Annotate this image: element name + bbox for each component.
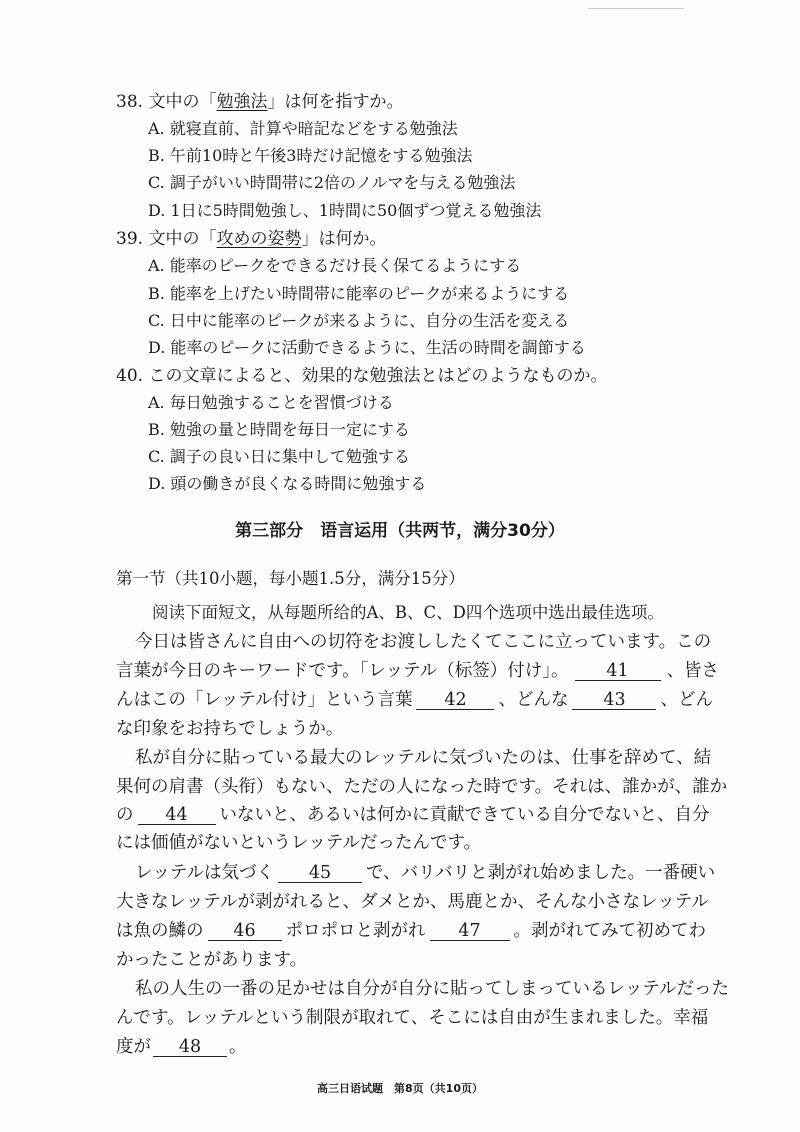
question-text: 」は何か。 xyxy=(301,229,387,249)
passage-text: 、どんな xyxy=(498,690,569,710)
blank-43: 43 xyxy=(572,691,656,710)
passage-text: いないと、あるいは何かに貢献できている自分でないと、自分 xyxy=(219,805,710,825)
passage-line xyxy=(116,1033,247,1058)
blank-45: 45 xyxy=(278,864,362,883)
question-39 xyxy=(116,229,386,249)
passage-line: 今日は皆さんに自由への切符をお渡ししたくてここに立っています。この xyxy=(135,632,712,652)
passage-line xyxy=(135,859,715,884)
question-text: 39. 文中の「 xyxy=(116,229,217,249)
option-38-a: A. 就寝直前、計算や暗記などをする勉強法 xyxy=(148,119,458,138)
option-40-b: B. 勉強の量と時間を毎日一定にする xyxy=(148,420,410,439)
passage-line: な印象をお持ちでしょうか。 xyxy=(116,719,344,739)
passage-text: ポロポロと剥がれ xyxy=(285,921,426,941)
blank-46: 46 xyxy=(208,922,282,941)
passage-line: 私が自分に貼っている最大のレッテルに気づいたのは、仕事を辞めて、結 xyxy=(135,748,712,768)
option-39-c: C. 日中に能率のピークが来るように、自分の生活を変える xyxy=(148,311,570,330)
question-40: 40. この文章によると、効果的な勉強法とはどのようなものか。 xyxy=(116,366,608,386)
passage-text: で、バリバリと剥がれ始めました。一番硬い xyxy=(365,863,716,883)
passage-text: んはこの「レッテル付け」という言葉 xyxy=(116,690,413,710)
blank-44: 44 xyxy=(138,806,216,825)
blank-48: 48 xyxy=(153,1038,227,1057)
blank-41: 41 xyxy=(575,662,661,681)
passage-text: 、皆さ xyxy=(666,661,720,681)
option-38-c: C. 調子がいい時間帯に2倍のノルマを与える勉強法 xyxy=(148,173,516,192)
question-text: 」は何を指すか。 xyxy=(267,92,404,112)
question-text: 38. 文中の「 xyxy=(116,92,217,112)
section-title: 第三部分 语言运用（共两节，满分30分） xyxy=(235,521,565,541)
blank-47: 47 xyxy=(430,922,510,941)
passage-line xyxy=(116,686,713,711)
scan-edge-line xyxy=(588,8,684,9)
passage-text: 。 xyxy=(229,1037,247,1057)
passage-text: 。剥がれてみて初めてわ xyxy=(513,921,706,941)
page-footer: 高三日语试题 第8页（共10页） xyxy=(317,1082,483,1095)
passage-line: には価値がないというレッテルだったんです。 xyxy=(116,833,482,853)
option-39-a: A. 能率のピークをできるだけ長く保てるようにする xyxy=(148,256,522,275)
passage-line xyxy=(116,917,706,942)
passage-line: かったことがあります。 xyxy=(116,950,308,970)
instruction: 阅读下面短文，从每题所给的A、B、C、D四个选项中选出最佳选项。 xyxy=(152,603,664,622)
option-40-a: A. 毎日勉強することを習慣づける xyxy=(148,393,394,412)
passage-line: んです。レッテルという制限が取れて、そこには自由が生まれました。幸福 xyxy=(116,1008,709,1028)
passage-line: 大きなレッテルが剥がれると、ダメとか、馬鹿とか、そんな小さなレッテル xyxy=(116,892,709,912)
underlined-term: 攻めの姿勢 xyxy=(216,229,302,249)
passage-text: 言葉が今日のキーワードです。「レッテル（标签）付け」。 xyxy=(116,661,569,681)
option-39-d: D. 能率のピークに活動できるように、生活の時間を調節する xyxy=(148,338,586,357)
passage-line: 果何の肩書（头衔）もない、ただの人になった時です。それは、誰かが、誰か xyxy=(116,777,728,797)
passage-line xyxy=(116,657,719,682)
passage-text: は魚の鱗の xyxy=(116,921,204,941)
option-40-d: D. 頭の働きが良くなる時間に勉強する xyxy=(148,474,427,493)
section-subtitle: 第一节（共10小题，每小题1.5分，满分15分） xyxy=(116,569,465,588)
passage-text: の xyxy=(116,805,134,825)
passage-text: レッテルは気づく xyxy=(135,863,274,883)
option-40-c: C. 調子の良い日に集中して勉強する xyxy=(148,447,410,466)
option-39-b: B. 能率を上げたい時間帯に能率のピークが来るようにする xyxy=(148,284,570,303)
passage-line: 私の人生の一番の足かせは自分が自分に貼ってしまっているレッテルだった xyxy=(135,979,729,999)
question-38 xyxy=(116,92,403,112)
passage-text: 度が xyxy=(116,1037,151,1057)
blank-42: 42 xyxy=(416,691,494,710)
option-38-d: D. 1日に5時間勉強し、1時間に50個ずつ覚える勉強法 xyxy=(148,201,542,220)
option-38-b: B. 午前10時と午後3時だけ記憶をする勉強法 xyxy=(148,146,473,165)
passage-text: 、どん xyxy=(660,690,713,710)
underlined-term: 勉強法 xyxy=(216,92,268,112)
passage-line xyxy=(116,801,710,826)
